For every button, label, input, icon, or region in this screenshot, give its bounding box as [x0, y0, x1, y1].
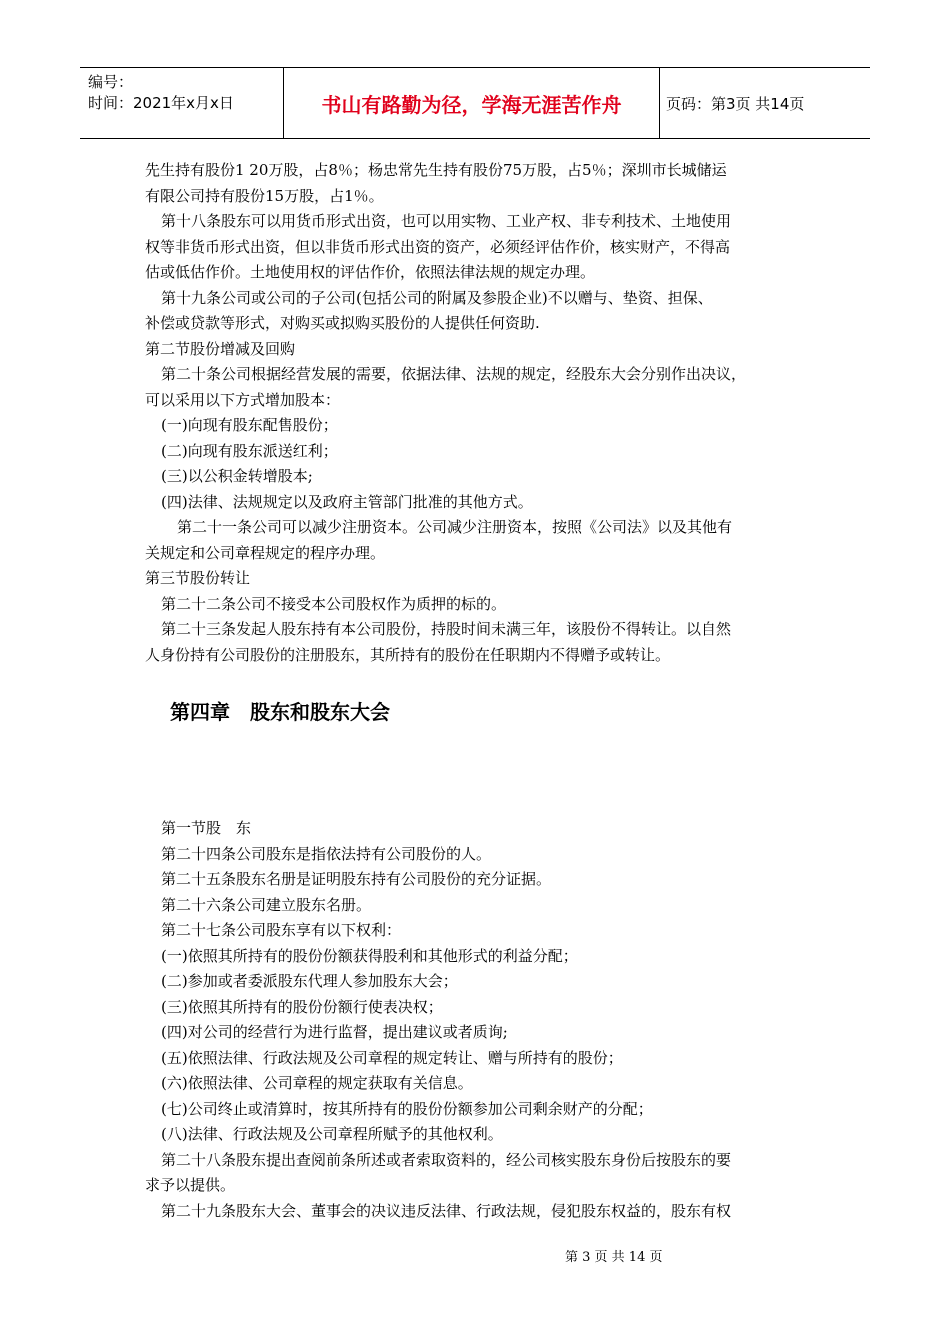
list-item: (六)依照法律、公司章程的规定获取有关信息。 — [161, 1074, 473, 1092]
body-line: 第二十七条公司股东享有以下权利： — [161, 921, 402, 939]
body-line: 第二十二条公司不接受本公司股权作为质押的标的。 — [161, 594, 507, 613]
body-line: 第十八条股东可以用货币形式出资，也可以用实物、工业产权、非专利技术、土地使用 — [161, 212, 732, 230]
body-line: 第二十八条股东提出查阅前条所述或者索取资料的，经公司核实股东身份后按股东的要 — [161, 1150, 732, 1169]
section-heading: 第二节股份增减及回购 — [145, 339, 296, 358]
list-item: (四)法律、法规规定以及政府主管部门批准的其他方式。 — [161, 492, 533, 511]
body-line: 第二十六条公司建立股东名册。 — [161, 895, 372, 914]
list-item: (三)以公积金转增股本; — [161, 467, 313, 485]
list-item: (三)依照其所持有的股份份额行使表决权； — [161, 997, 443, 1016]
header-page-number: 页码：第3页 共14页 — [666, 94, 805, 113]
page-header — [80, 67, 870, 139]
header-motto: 书山有路勤为径，学海无涯苦作舟 — [283, 68, 660, 138]
list-item: (五)依照法律、行政法规及公司章程的规定转让、赠与所持有的股份； — [161, 1048, 623, 1067]
body-line: 第二十三条发起人股东持有本公司股份，持股时间未满三年，该股份不得转让。以自然 — [161, 620, 732, 638]
body-line: 第二十九条股东大会、董事会的决议违反法律、行政法规，侵犯股东权益的，股东有权 — [161, 1201, 732, 1220]
body-line: 补偿或贷款等形式，对购买或拟购买股份的人提供任何资助. — [145, 314, 540, 332]
document-number: 编号： — [88, 73, 134, 91]
body-text-2 — [145, 816, 815, 1224]
body-line: 第十九条公司或公司的子公司(包括公司的附属及参股企业)不以赠与、垫资、担保、 — [161, 288, 713, 307]
body-line: 第二十条公司根据经营发展的需要，依据法律、法规的规定，经股东大会分别作出决议， — [161, 365, 747, 383]
list-item: (二)参加或者委派股东代理人参加股东大会； — [161, 972, 458, 990]
body-line: 先生持有股份1 20万股，占8％；杨忠常先生持有股份75万股，占5％；深圳市长城储运 — [145, 161, 727, 179]
section-heading: 第一节股 东 — [161, 819, 252, 837]
body-line: 人身份持有公司股份的注册股东，其所持有的股份在任职期内不得赠予或转让。 — [145, 645, 671, 664]
body-line: 可以采用以下方式增加股本： — [145, 390, 341, 409]
page-footer: 第 3 页 共 14 页 — [565, 1250, 663, 1265]
body-line: 第二十四条公司股东是指依法持有公司股份的人。 — [161, 844, 492, 863]
body-line: 权等非货币形式出资，但以非货币形式出资的资产，必须经评估作价，核实财产，不得高 — [145, 237, 731, 256]
header-meta — [80, 68, 283, 138]
list-item: (一)依照其所持有的股份份额获得股利和其他形式的利益分配； — [161, 946, 578, 965]
list-item: (七)公司终止或清算时，按其所持有的股份份额参加公司剩余财产的分配； — [161, 1099, 653, 1118]
body-text — [145, 158, 815, 668]
body-line: 有限公司持有股份15万股，占1％。 — [145, 186, 384, 205]
list-item: (八)法律、行政法规及公司章程所赋予的其他权利。 — [161, 1125, 503, 1143]
body-line: 估或低估作价。土地使用权的评估作价，依照法律法规的规定办理。 — [145, 263, 596, 281]
section-heading: 第三节股份转让 — [145, 569, 251, 587]
body-line: 求予以提供。 — [145, 1176, 236, 1194]
body-line: 关规定和公司章程规定的程序办理。 — [145, 543, 386, 562]
list-item: (一)向现有股东配售股份； — [161, 416, 338, 434]
body-line: 第二十五条股东名册是证明股东持有公司股份的充分证据。 — [161, 870, 552, 888]
chapter-title: 第四章 股东和股东大会 — [170, 700, 390, 724]
list-item: (二)向现有股东派送红利； — [161, 441, 338, 460]
document-date: 时间：2021年x月x日 — [88, 94, 234, 112]
body-line: 第二十一条公司可以减少注册资本。公司减少注册资本，按照《公司法》以及其他有 — [177, 518, 733, 536]
list-item: (四)对公司的经营行为进行监督，提出建议或者质询; — [161, 1023, 508, 1041]
